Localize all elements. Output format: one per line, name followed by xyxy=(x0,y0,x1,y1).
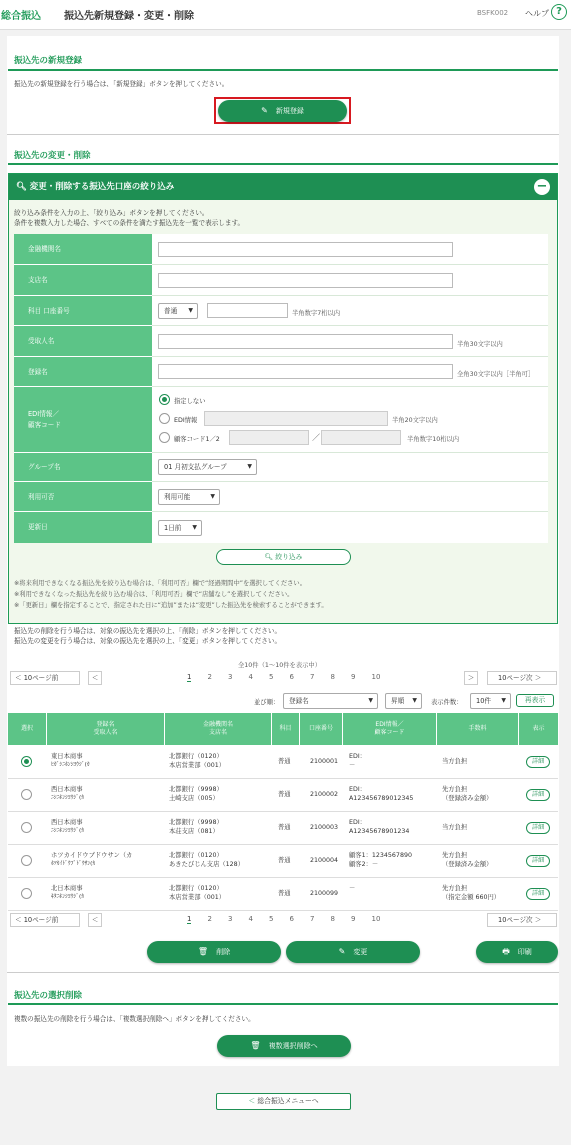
th-name-line2: 受取人名 xyxy=(93,729,118,736)
row-edi1: EDI： xyxy=(349,786,366,793)
row-account: 2100099 xyxy=(310,890,339,897)
edi-info-input[interactable] xyxy=(204,411,388,426)
row-select-radio[interactable] xyxy=(21,855,32,866)
table-row[interactable] xyxy=(8,779,558,812)
change-title: 振込先の変更・削除 xyxy=(14,151,91,161)
th-edi xyxy=(343,713,436,745)
pencil-icon: ✎ xyxy=(261,106,268,115)
row-fee2: （登録済み金額） xyxy=(442,861,493,868)
search-icon: 🔍︎ xyxy=(16,182,30,192)
page-link[interactable]: 10 xyxy=(371,915,381,923)
page-link[interactable]: 10 xyxy=(371,673,381,681)
edi-customer-radio[interactable] xyxy=(159,432,170,443)
row-type: 普通 xyxy=(278,857,291,864)
th-fee: 手数料 xyxy=(437,713,518,745)
edi-customer-hint: 半角数字10桁以内 xyxy=(407,436,460,443)
label-edi xyxy=(14,387,152,453)
page-link[interactable]: 5 xyxy=(269,915,274,923)
row-edi2: A12345678901234 xyxy=(349,828,410,835)
recipient-input[interactable] xyxy=(158,334,453,349)
th-bank-line2: 支店名 xyxy=(208,729,227,736)
row-name: 西日本商事 xyxy=(51,786,83,793)
row-type: 普通 xyxy=(278,824,291,831)
label-branch: 支店名 xyxy=(14,265,152,296)
chevron-right-icon: ＞ xyxy=(532,916,542,924)
row-select-radio[interactable] xyxy=(21,789,32,800)
table-row[interactable] xyxy=(8,812,558,845)
prev10-label: 10ページ前 xyxy=(23,674,59,682)
bank-input[interactable] xyxy=(158,242,453,257)
recipient-hint: 半角30文字以内 xyxy=(457,341,503,348)
page-link[interactable]: 1 xyxy=(187,673,192,681)
prev10-button[interactable] xyxy=(10,671,80,685)
redisplay-button[interactable]: 再表示 xyxy=(516,694,554,707)
page-link[interactable]: 7 xyxy=(310,673,315,681)
sort-field-select[interactable]: 登録名 ▼ xyxy=(283,693,378,709)
filter-button-label: 絞り込み xyxy=(275,553,303,561)
th-type: 科目 xyxy=(272,713,299,745)
table-row[interactable] xyxy=(8,878,558,911)
th-edi-line2: 顧客コード xyxy=(374,729,405,736)
filter-note1: ※将来利用できなくなる振込先を絞り込む場合は、「利用可否」欄で“経過期間中”を選択してください。 xyxy=(14,580,307,587)
row-bank: 北都銀行（0120） xyxy=(169,885,223,892)
prev-page-button[interactable] xyxy=(88,671,102,685)
label-edi-line1: EDI情報／ xyxy=(28,410,59,418)
print-label: 印刷 xyxy=(517,948,532,956)
register-title: 振込先の新規登録 xyxy=(14,56,83,66)
row-type: 普通 xyxy=(278,758,291,765)
help-icon[interactable]: ? xyxy=(551,4,567,20)
instruction-change: 振込先の変更を行う場合は、対象の振込先を選択の上、「変更」ボタンを押してください。 xyxy=(14,637,282,645)
customer-code1-input[interactable] xyxy=(229,430,309,445)
row-edi1: 顧客1：1234567890 xyxy=(349,852,412,859)
row-branch: 本店営業部（001） xyxy=(169,762,226,769)
row-account: 2100003 xyxy=(310,824,339,831)
updated-select[interactable]: 1日前 ▼ xyxy=(158,520,202,536)
row-type: 普通 xyxy=(278,890,291,897)
detail-button[interactable]: 詳細 xyxy=(526,888,550,900)
row-branch: 本店営業部（001） xyxy=(169,894,226,901)
row-select-radio[interactable] xyxy=(21,888,32,899)
prev10-button-bottom[interactable] xyxy=(10,913,80,927)
availability-select[interactable]: 利用可能 ▼ xyxy=(158,489,220,505)
next10-button-bottom[interactable] xyxy=(487,913,557,927)
pencil-icon: ✎ xyxy=(338,947,346,956)
filter-title: 変更・削除する振込先口座の絞り込み xyxy=(29,182,175,192)
group-select[interactable]: 01 月初支払グループ ▼ xyxy=(158,459,257,475)
edi-none-label: 指定しない xyxy=(174,398,206,405)
filter-panel-header[interactable] xyxy=(9,174,557,200)
row-fee2: （指定金額 660円） xyxy=(442,894,501,901)
change-button[interactable] xyxy=(286,941,420,963)
chevron-left-icon: ＜ xyxy=(91,916,99,924)
regname-hint: 全角30文字以内［半角可］ xyxy=(457,371,535,378)
row-fee1: 当方負担 xyxy=(442,824,468,831)
count-label: 表示件数： xyxy=(431,699,463,706)
count-select[interactable]: 10件 ▼ xyxy=(470,693,511,709)
register-underline xyxy=(8,69,558,71)
filter-button[interactable] xyxy=(216,549,351,565)
account-number-input[interactable] xyxy=(207,303,288,318)
next10-button[interactable] xyxy=(487,671,557,685)
new-register-button[interactable] xyxy=(218,100,347,122)
edi-info-hint: 半角20文字以内 xyxy=(392,417,438,424)
page-link[interactable]: 1 xyxy=(187,915,192,923)
next-page-button[interactable] xyxy=(464,671,478,685)
filter-note3: ※「更新日」欄を指定することで、指定された日に“追加”または“変更”した振込先を検索することができます。 xyxy=(14,602,328,609)
label-bank: 金融機関名 xyxy=(14,234,152,265)
trash-icon: 🗑︎ xyxy=(197,947,209,956)
filter-desc2: 条件を複数入力した場合、すべての条件を満たす振込先を一覧で表示します。 xyxy=(14,219,245,227)
label-recipient: 受取人名 xyxy=(14,326,152,357)
delete-button[interactable] xyxy=(147,941,281,963)
delete-label: 削除 xyxy=(216,948,231,956)
printer-icon: 🖶 xyxy=(502,947,510,956)
trash-icon: 🗑︎ xyxy=(250,1041,261,1050)
page-link[interactable]: 3 xyxy=(228,915,233,923)
page-link[interactable]: 5 xyxy=(269,673,274,681)
filter-note2: ※利用できなくなった振込先を絞り込む場合は、「利用可否」欄で“店舗なし”を選択してください。 xyxy=(14,591,294,598)
label-regname: 登録名 xyxy=(14,357,152,387)
screen-id: BSFK002 xyxy=(477,9,509,17)
row-edi2: 顧客2：－ xyxy=(349,861,379,868)
next10-label: 10ページ次 xyxy=(498,916,533,924)
edi-info-radio[interactable] xyxy=(159,413,170,424)
row-edi1: EDI： xyxy=(349,819,366,826)
new-register-label: 新規登録 xyxy=(275,107,304,115)
page-link[interactable]: 4 xyxy=(248,915,253,923)
page-link[interactable]: 2 xyxy=(207,673,212,681)
regname-input[interactable] xyxy=(158,364,453,379)
row-account: 2100004 xyxy=(310,857,339,864)
detail-button[interactable]: 詳細 xyxy=(526,822,550,834)
prev10-label: 10ページ前 xyxy=(23,916,59,924)
row-name: 東日本商事 xyxy=(51,753,83,760)
page-link[interactable]: 2 xyxy=(207,915,212,923)
change-label: 変更 xyxy=(353,948,368,956)
help-link[interactable]: ヘルプ xyxy=(525,9,549,18)
th-edi-line1: EDI情報／ xyxy=(375,721,404,729)
chevron-right-icon: ＞ xyxy=(467,674,475,682)
top-header xyxy=(0,0,571,30)
search-icon: 🔍︎ xyxy=(264,553,276,561)
detail-button[interactable]: 詳細 xyxy=(526,855,550,867)
bulk-delete-button[interactable] xyxy=(217,1035,351,1057)
bulk-underline xyxy=(8,1003,558,1005)
row-select-radio[interactable] xyxy=(21,822,32,833)
label-group: グループ名 xyxy=(14,453,152,482)
label-edi-line2: 顧客コード xyxy=(28,421,61,429)
page-link[interactable]: 9 xyxy=(351,673,356,681)
page-link[interactable]: 4 xyxy=(248,673,253,681)
th-name xyxy=(47,713,164,745)
row-fee1: 当方負担 xyxy=(442,758,468,765)
account-hint: 半角数字7桁以内 xyxy=(292,310,341,317)
label-updated: 更新日 xyxy=(14,512,152,543)
page-title: 振込先新規登録・変更・削除 xyxy=(64,11,194,22)
detail-button[interactable]: 詳細 xyxy=(526,756,550,768)
back-button[interactable] xyxy=(216,1093,351,1110)
th-bank xyxy=(165,713,271,745)
table-row[interactable] xyxy=(8,845,558,878)
row-fee1: 先方負担 xyxy=(442,885,468,892)
row-kana: ﾆｼﾆﾎﾝｼﾖｳｼﾞ(ｶ xyxy=(51,795,84,801)
instruction-delete: 振込先の削除を行う場合は、対象の振込先を選択の上、「削除」ボタンを押してください。 xyxy=(14,627,282,635)
chevron-left-icon: ＜ xyxy=(15,674,24,682)
page-link[interactable]: 3 xyxy=(228,673,233,681)
page-link[interactable]: 8 xyxy=(330,915,335,923)
row-branch: 本荘支店（081） xyxy=(169,828,219,835)
row-name: 北日本商事 xyxy=(51,885,83,892)
edi-customer-label: 顧客コード1／2 xyxy=(174,436,220,443)
row-fee2: （登録済み金額） xyxy=(442,795,493,802)
th-select: 選択 xyxy=(8,713,46,745)
row-kana: ﾆｼﾆﾎﾝｼﾖｳｼﾞ(ｶ xyxy=(51,828,84,834)
th-name-line1: 登録名 xyxy=(96,721,115,729)
page-link[interactable]: 6 xyxy=(289,915,294,923)
row-bank: 北都銀行（0120） xyxy=(169,753,223,760)
row-fee1: 先方負担 xyxy=(442,852,468,859)
chevron-left-icon: ＜ xyxy=(248,1097,258,1105)
row-bank: 北都銀行（9998） xyxy=(169,819,223,826)
row-kana: ﾎﾂｶｲﾄﾞｳﾌﾞﾄﾞｳｻﾝ(ｶ xyxy=(51,861,96,867)
bulk-title: 振込先の選択削除 xyxy=(14,991,83,1001)
page-link[interactable]: 8 xyxy=(330,673,335,681)
edi-none-radio[interactable] xyxy=(159,394,170,405)
back-label: 総合振込メニューへ xyxy=(257,1097,319,1105)
page-link[interactable]: 6 xyxy=(289,673,294,681)
branch-input[interactable] xyxy=(158,273,453,288)
row-bank: 北都銀行（0120） xyxy=(169,852,223,859)
table-row[interactable] xyxy=(8,746,558,779)
th-account: 口座番号 xyxy=(300,713,342,745)
sort-label: 並び順： xyxy=(254,699,280,706)
th-show: 表示 xyxy=(519,713,558,745)
chevron-right-icon: ＞ xyxy=(532,674,542,682)
row-kana: ｷﾀﾆﾎﾝｼﾖｳｼﾞ(ｶ xyxy=(51,894,84,900)
print-button[interactable] xyxy=(476,941,558,963)
row-name: ホツカイドウブドウサン（カ xyxy=(51,852,133,859)
sort-order-select[interactable]: 昇順 ▼ xyxy=(385,693,422,709)
row-branch: 土崎支店（005） xyxy=(169,795,219,802)
page-link[interactable]: 9 xyxy=(351,915,356,923)
edi-info-label: EDI情報 xyxy=(174,417,198,424)
row-account: 2100002 xyxy=(310,791,339,798)
bulk-desc: 複数の振込先の削除を行う場合は、「複数選択削除へ」ボタンを押してください。 xyxy=(14,1015,255,1023)
prev-page-button-bottom[interactable] xyxy=(88,913,102,927)
chevron-left-icon: ＜ xyxy=(15,916,24,924)
row-bank: 北都銀行（9998） xyxy=(169,786,223,793)
row-updated xyxy=(152,512,548,543)
row-edi2: A123456789012345 xyxy=(349,795,414,802)
customer-code2-input[interactable] xyxy=(321,430,401,445)
row-name: 西日本商事 xyxy=(51,819,83,826)
filter-desc1: 絞り込み条件を入力の上、「絞り込み」ボタンを押してください。 xyxy=(14,209,209,217)
pager-summary: 全10件（1～10件を表示中） xyxy=(238,662,322,669)
row-edi1: EDI： xyxy=(349,753,366,760)
next10-label: 10ページ次 xyxy=(498,674,533,682)
edi-slash: ／ xyxy=(312,433,320,442)
register-desc: 振込先の新規登録を行う場合は、「新規登録」ボタンを押してください。 xyxy=(14,80,229,88)
row-branch: あきたびじん支店（128） xyxy=(169,861,244,868)
change-underline xyxy=(8,163,558,165)
row-account: 2100001 xyxy=(310,758,339,765)
th-bank-line1: 金融機関名 xyxy=(202,721,233,729)
row-edi1: － xyxy=(349,885,356,892)
row-type: 普通 xyxy=(278,791,291,798)
label-availability: 利用可否 xyxy=(14,482,152,512)
row-kana: ﾋｶﾞｼﾆﾎﾝｼﾖｳｼﾞ(ｶ xyxy=(51,762,90,768)
row-fee1: 先方負担 xyxy=(442,786,468,793)
row-select-radio[interactable] xyxy=(21,756,32,767)
detail-button[interactable]: 詳細 xyxy=(526,789,550,801)
app-title: 総合振込 xyxy=(1,11,41,22)
page-link[interactable]: 7 xyxy=(310,915,315,923)
chevron-left-icon: ＜ xyxy=(91,674,99,682)
collapse-icon[interactable]: − xyxy=(534,179,550,195)
divider xyxy=(7,134,559,135)
label-account: 科目 口座番号 xyxy=(14,296,152,326)
account-type-select[interactable]: 普通 ▼ xyxy=(158,303,198,319)
bulk-delete-label: 複数選択削除へ xyxy=(268,1042,318,1050)
row-edi2: － xyxy=(349,762,356,769)
